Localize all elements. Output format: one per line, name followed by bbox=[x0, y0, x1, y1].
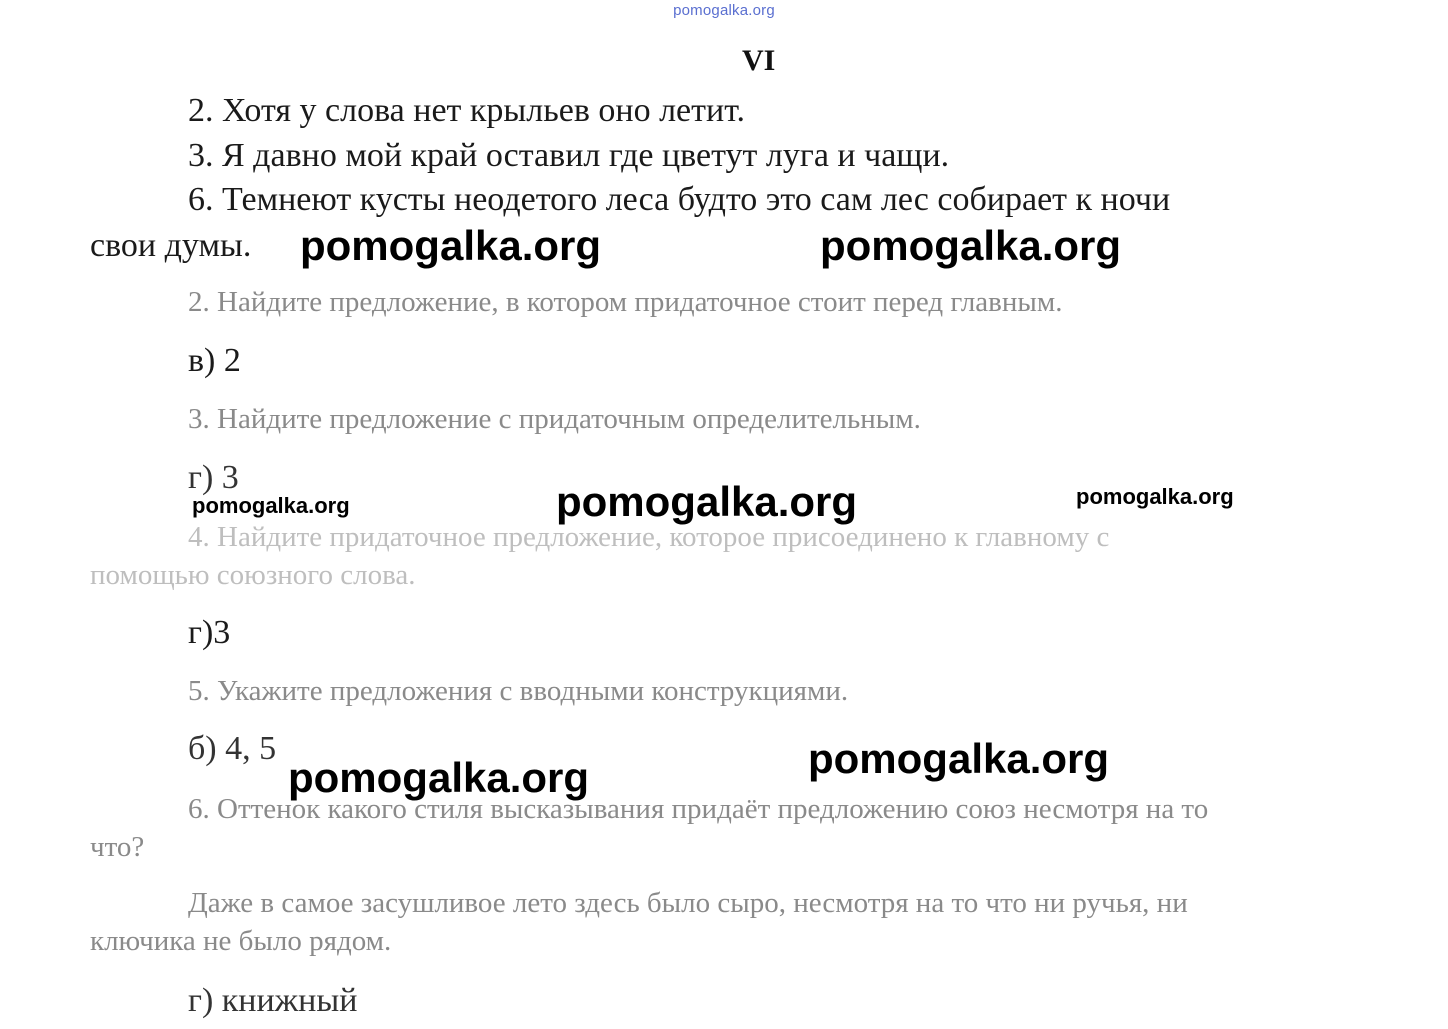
question-2-text: 2. Найдите предложение, в котором придаточное стоит перед главным. bbox=[188, 286, 1063, 318]
watermark: pomogalka.org bbox=[808, 735, 1110, 782]
sentence-6-line1: 6. Темнеют кусты неодетого леса будто это сам лес собирает к ночи bbox=[188, 181, 1171, 218]
watermark: pomogalka.org bbox=[192, 493, 350, 518]
question-3-text: 3. Найдите предложение с придаточным определительным. bbox=[188, 403, 921, 435]
question-6-example-line2: ключика не было рядом. bbox=[90, 925, 392, 957]
watermark: pomogalka.org bbox=[820, 222, 1122, 269]
question-4-text-line1: 4. Найдите придаточное предложение, которое присоединено к главному с bbox=[188, 521, 1110, 553]
sentence-3: 3. Я давно мой край оставил где цветут луга и чащи. bbox=[188, 137, 950, 174]
section-title: VI bbox=[742, 44, 776, 77]
sentence-6-line2: свои думы. bbox=[90, 227, 252, 264]
watermark: pomogalka.org bbox=[288, 754, 590, 801]
question-3-answer: г) 3 bbox=[188, 459, 239, 496]
watermark: pomogalka.org bbox=[556, 478, 858, 525]
question-2-answer: в) 2 bbox=[188, 342, 241, 379]
watermark: pomogalka.org bbox=[300, 222, 602, 269]
question-6-text-line1: 6. Оттенок какого стиля высказывания придаёт предложению союз несмотря на то bbox=[188, 793, 1209, 825]
question-4-text-line2: помощью союзного слова. bbox=[90, 559, 416, 591]
header-site-watermark: pomogalka.org bbox=[673, 2, 775, 19]
question-5-answer: б) 4, 5 bbox=[188, 730, 277, 767]
question-6-answer: г) книжный bbox=[188, 982, 358, 1019]
question-4-answer: г)3 bbox=[188, 614, 231, 651]
question-5-text: 5. Укажите предложения с вводными конструкциями. bbox=[188, 675, 849, 707]
sentence-2: 2. Хотя у слова нет крыльев оно летит. bbox=[188, 92, 745, 129]
question-6-text-line2: что? bbox=[90, 831, 145, 863]
watermark: pomogalka.org bbox=[1076, 484, 1234, 509]
question-6-example-line1: Даже в самое засушливое лето здесь было сыро, несмотря на то что ни ручья, ни bbox=[188, 887, 1188, 919]
